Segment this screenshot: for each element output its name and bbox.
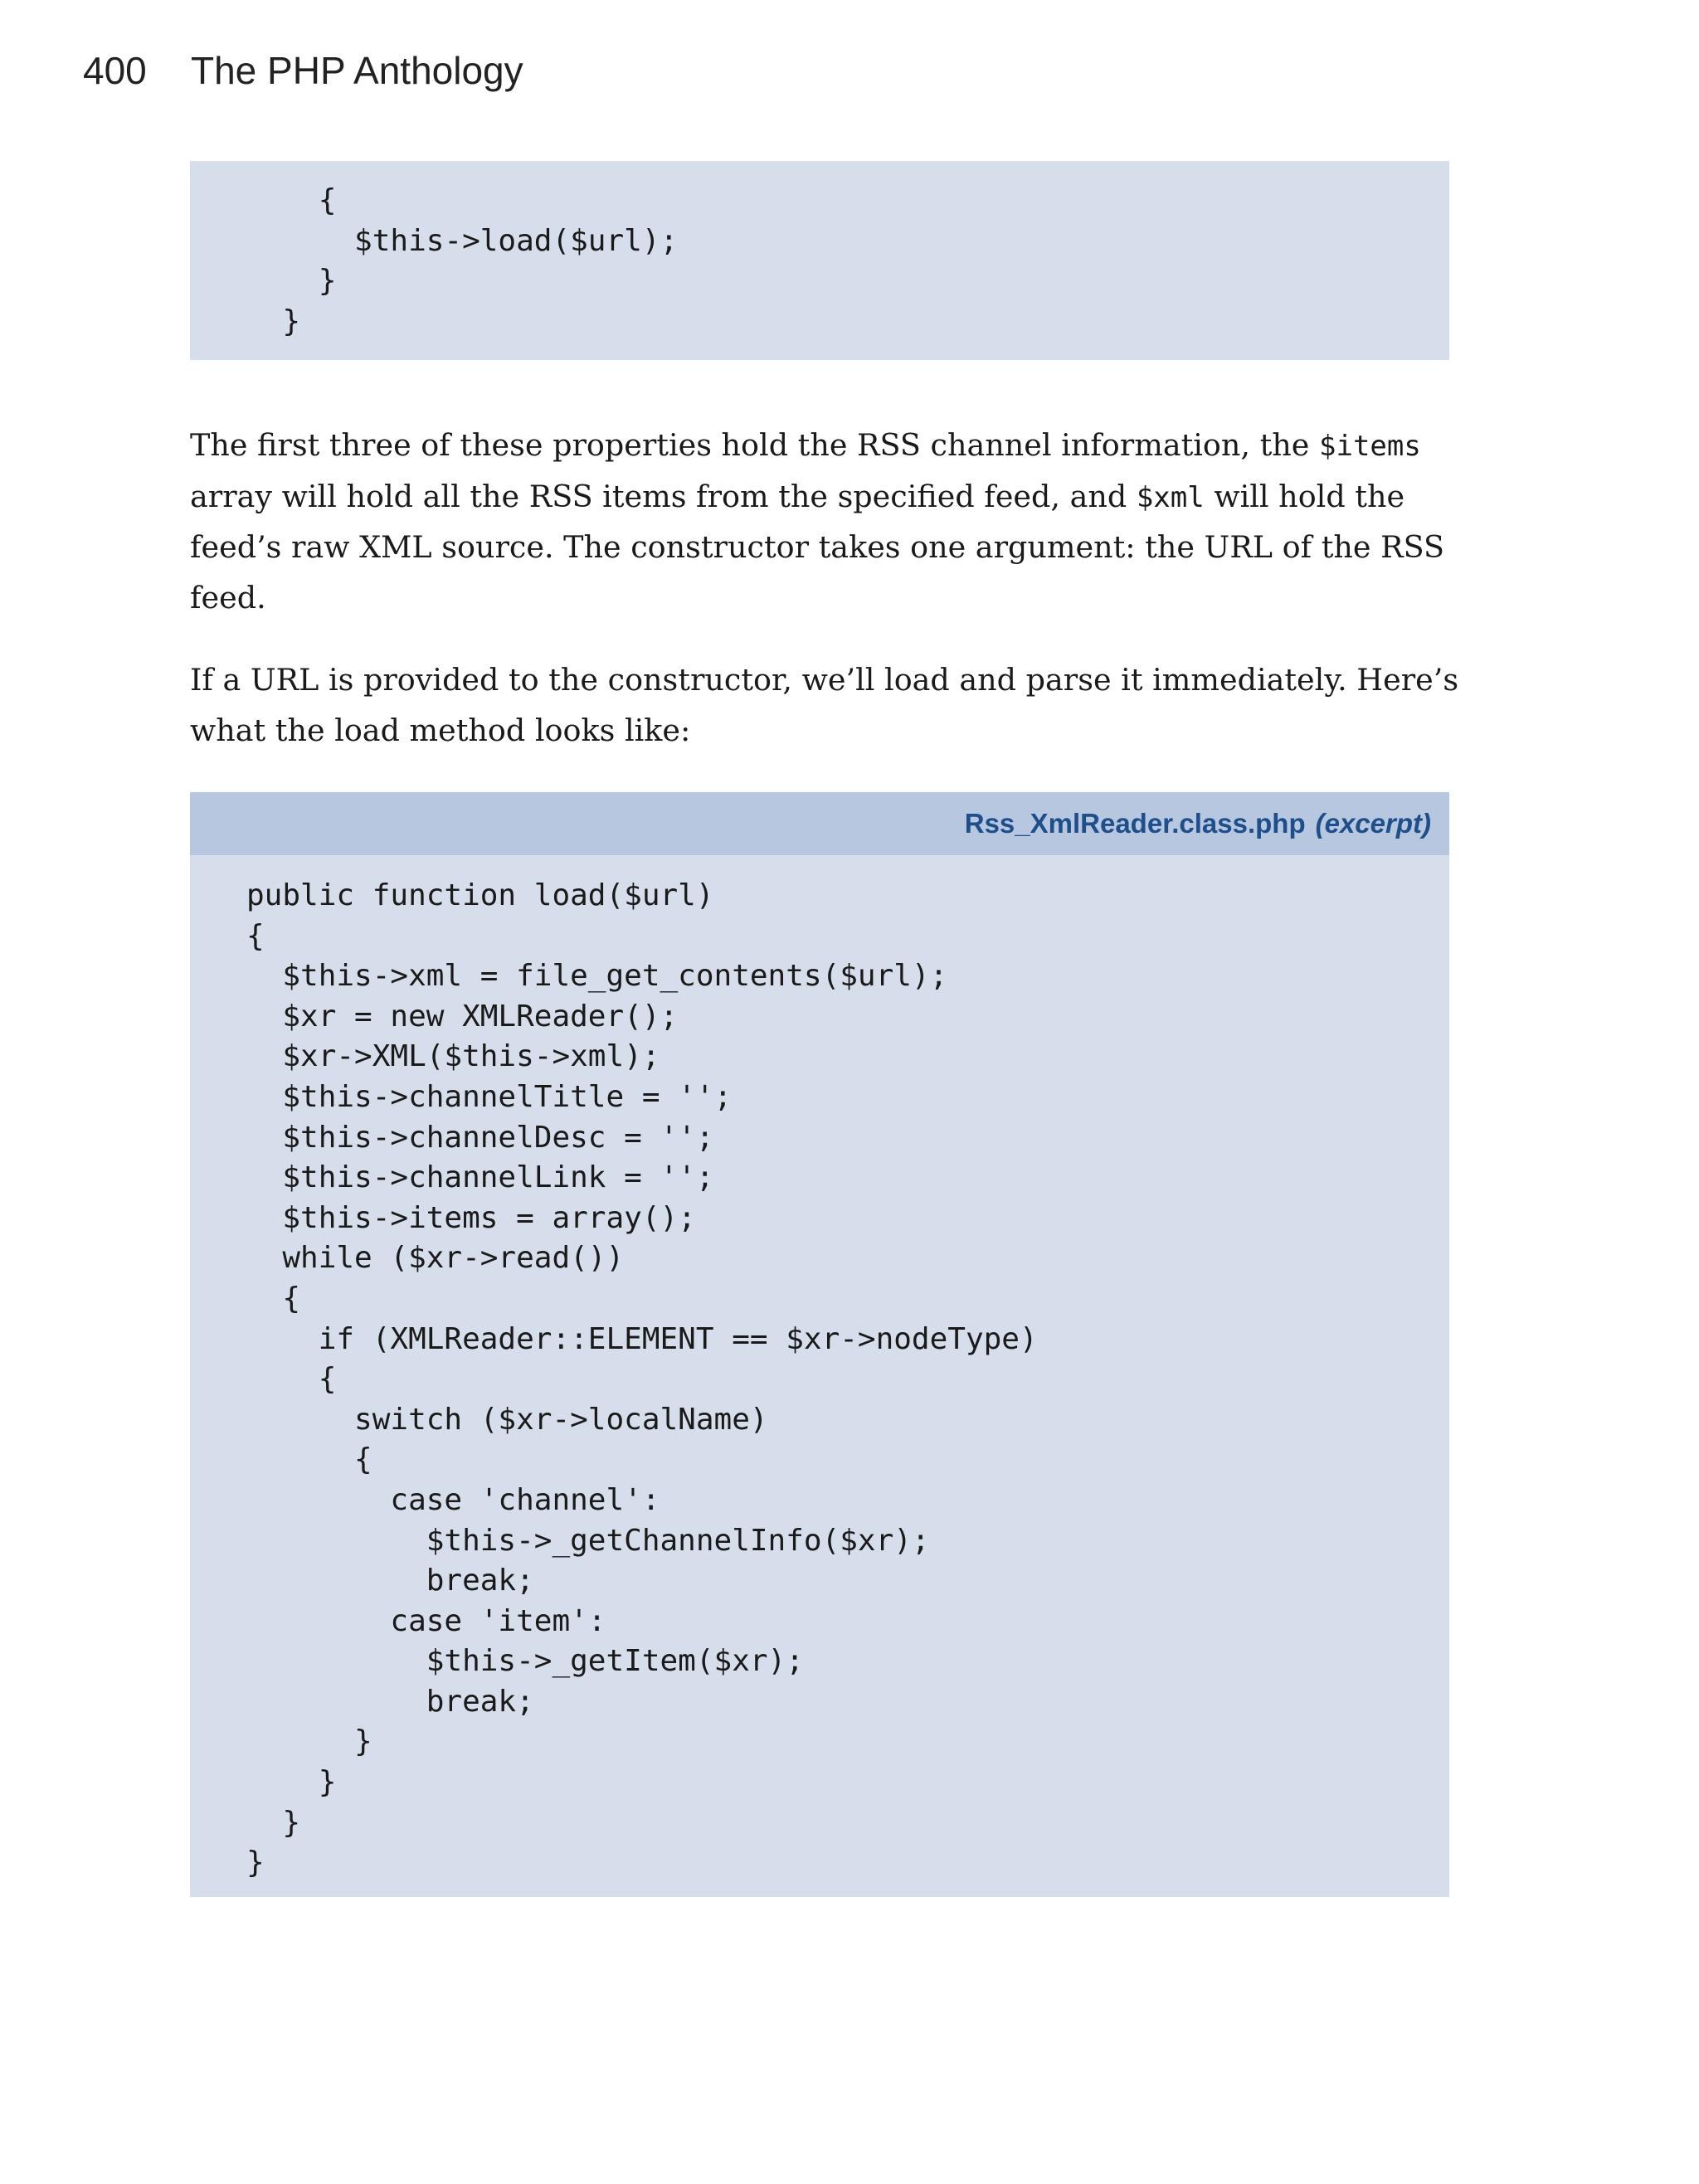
paragraph-load-intro: If a URL is provided to the constructor, we’ll load and parse it immediately. Here’s what the load method looks like: <box>190 662 1459 748</box>
paragraph-text: array will hold all the RSS items from the specified feed, and <box>190 478 1137 514</box>
inline-code-items: $items <box>1319 430 1421 463</box>
book-title: The PHP Anthology <box>191 49 523 92</box>
page-header <box>83 48 523 98</box>
code-block-continuation <box>190 161 1449 360</box>
code-listing-note: (excerpt) <box>1315 808 1431 839</box>
paragraph-text: will hold the feed’s raw XML source. The constructor takes one argument: the URL of the RSS feed. <box>190 478 1444 615</box>
paragraph-properties <box>190 421 1459 623</box>
code-text: public function load($url) { $this->xml = file_get_contents($url); $xr = new XMLReader(); $xr->XML($this->xml); $this->channelTitle = ''; $this->channelDesc = ''; $this->channelLink = ''; $this->items = array(); while ($xr->read()) { if (XMLReader::ELEMENT == $xr->nodeType) { switch ($xr->localName) { case 'channel': $this->_getChannelInfo($xr); break; case 'item': $this->_getItem($xr); break; } } } } <box>246 878 1038 1880</box>
code-listing <box>190 792 1449 1897</box>
code-text: { $this->load($url); } } <box>282 183 679 338</box>
page-number: 400 <box>83 49 147 92</box>
code-listing-filename: Rss_XmlReader.class.php <box>964 808 1306 839</box>
paragraph-text: The first three of these properties hold the RSS channel information, the <box>190 427 1319 463</box>
code-listing-caption <box>190 792 1449 855</box>
inline-code-xml: $xml <box>1136 480 1205 514</box>
